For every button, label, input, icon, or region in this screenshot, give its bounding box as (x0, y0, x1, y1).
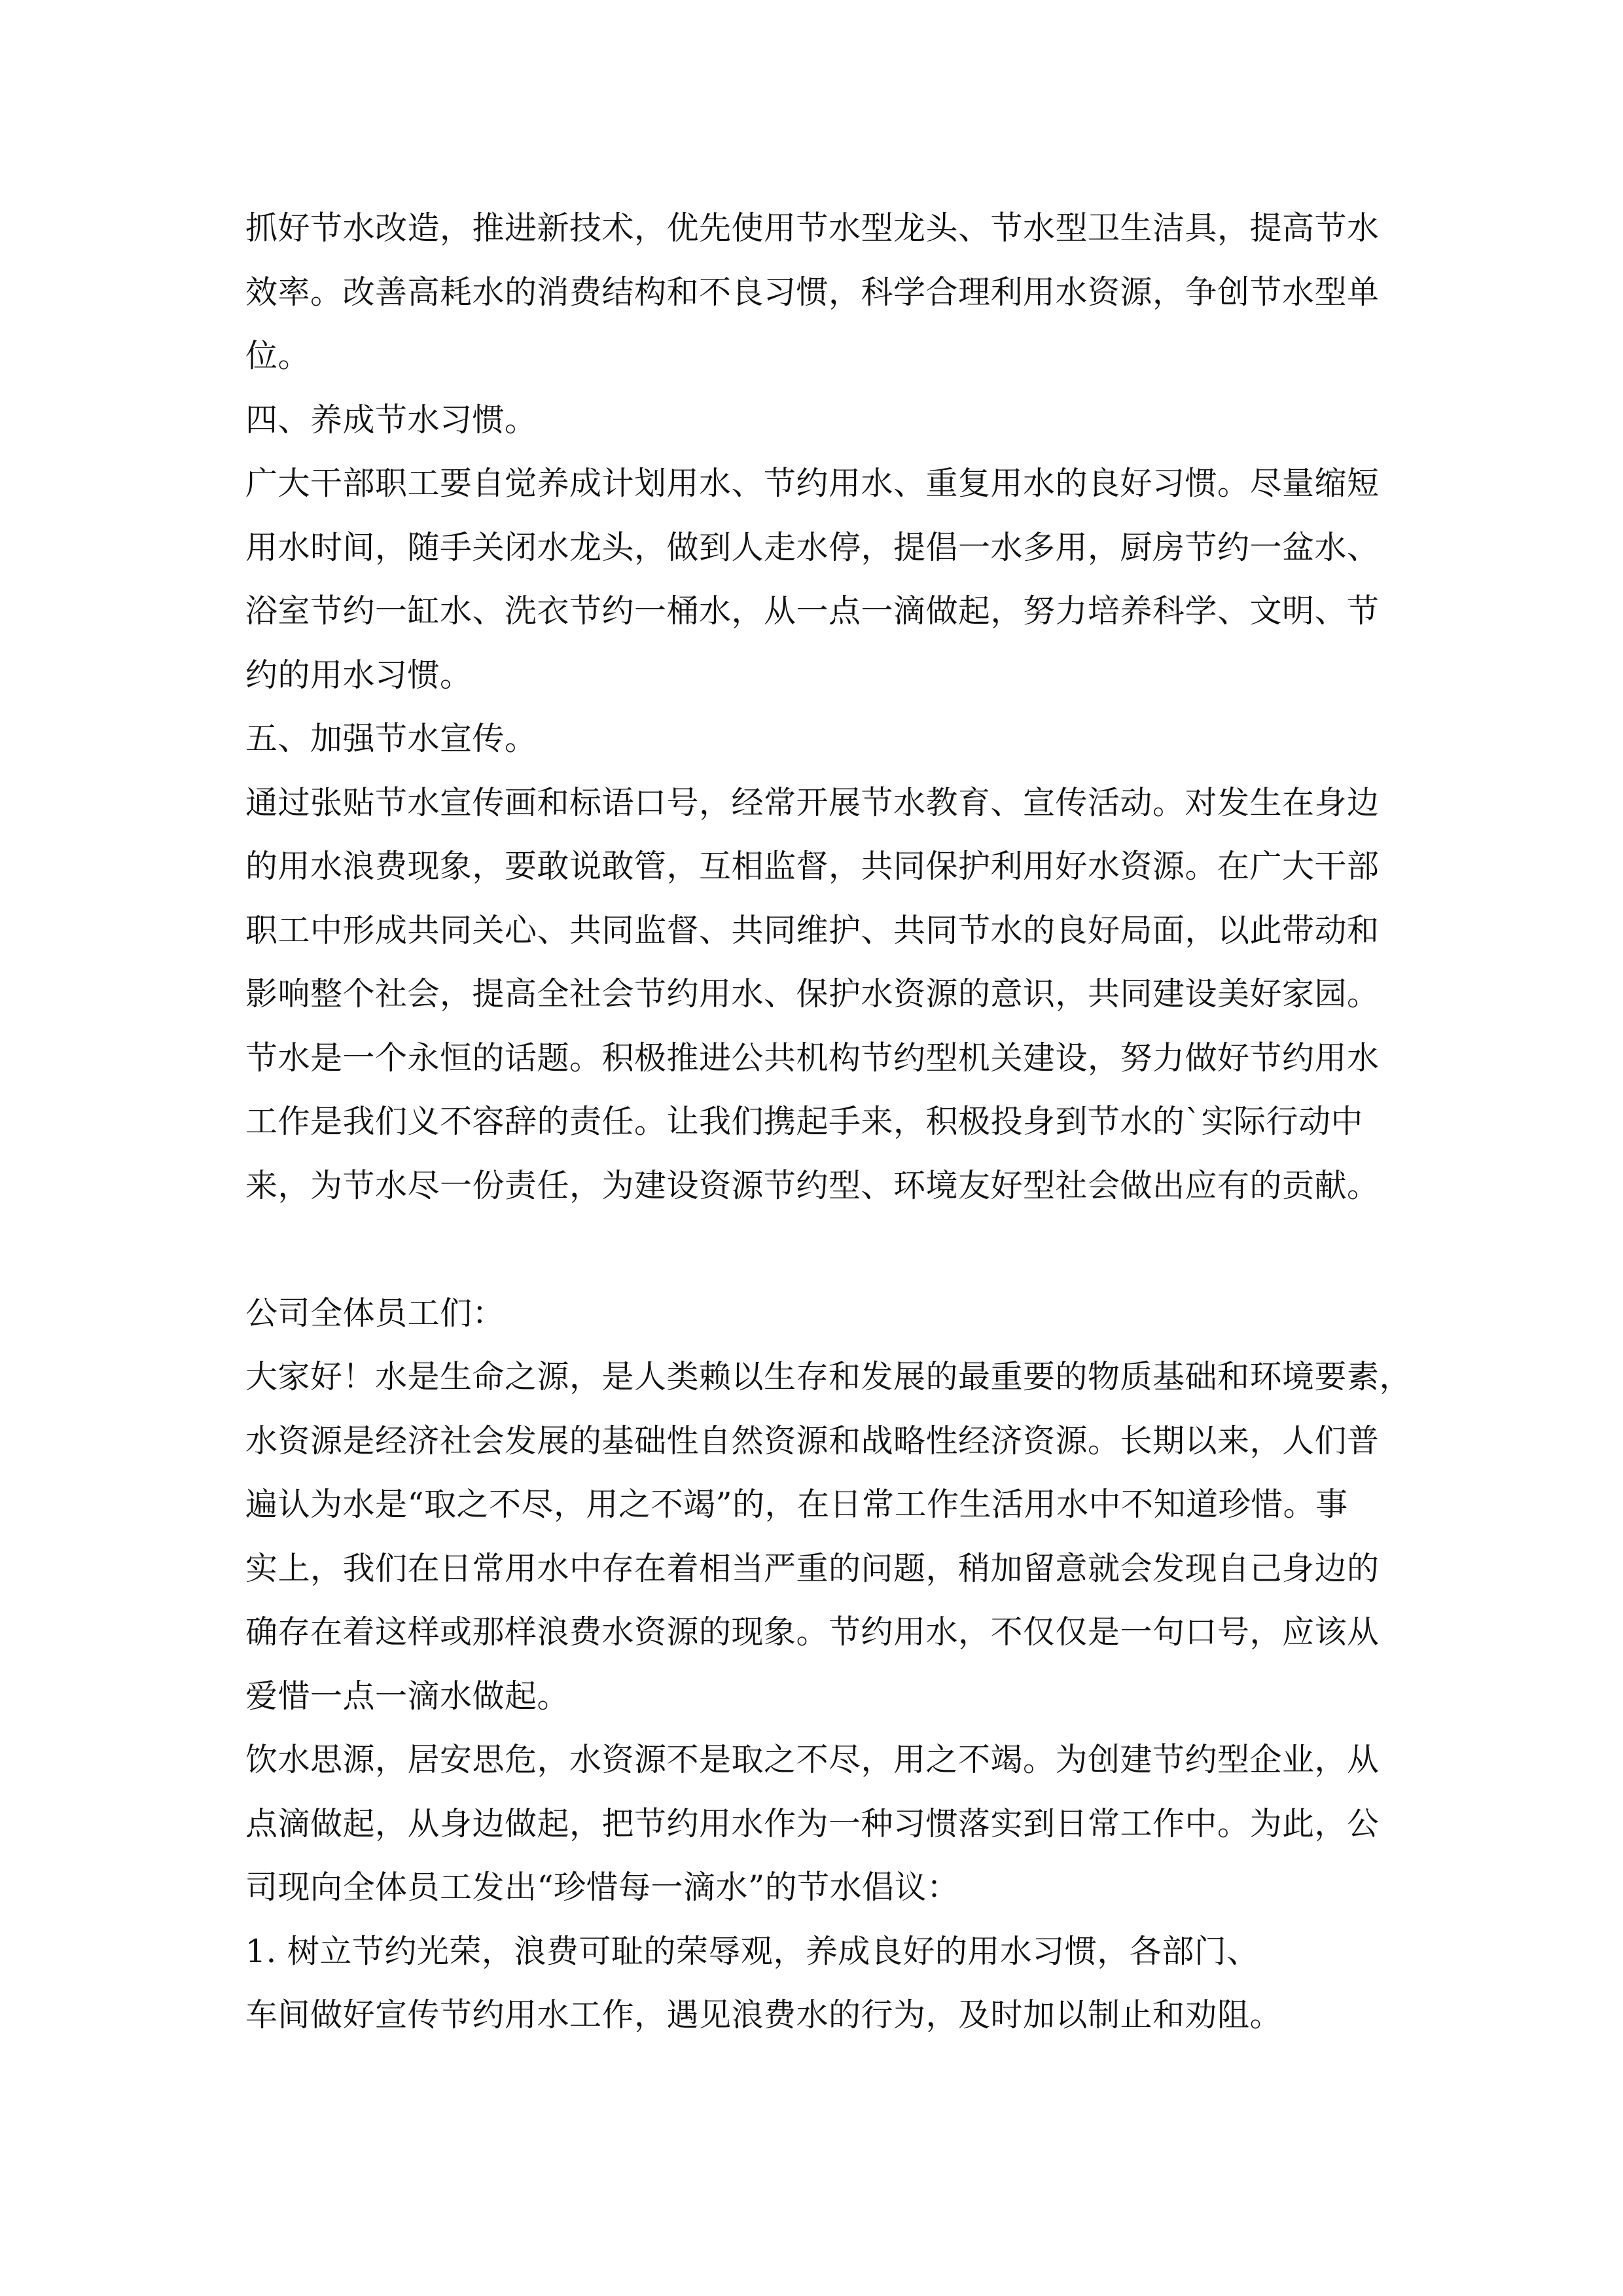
text-line: 浴室节约一缸水、洗衣节约一桶水，从一点一滴做起，努力培养科学、文明、节 (245, 592, 1380, 630)
salutation: 公司全体员工们： (245, 1294, 505, 1332)
text-line: 大家好！水是生命之源，是人类赖以生存和发展的最重要的物质基础和环境要素， (245, 1358, 1412, 1395)
section-heading-5: 五、加强节水宣传。 (245, 720, 537, 757)
text-line: 广大干部职工要自觉养成计划用水、节约用水、重复用水的良好习惯。尽量缩短 (245, 465, 1380, 502)
text-line: 遍认为水是“取之不尽，用之不竭”的，在日常工作生活用水中不知道珍惜。事 (245, 1486, 1348, 1523)
text-line: 点滴做起，从身边做起，把节约用水作为一种习惯落实到日常工作中。为此，公 (245, 1804, 1380, 1842)
text-line: 实上，我们在日常用水中存在着相当严重的问题，稍加留意就会发现自己身边的 (245, 1549, 1380, 1587)
section-heading-4: 四、养成节水习惯。 (245, 401, 537, 439)
text-line: 来，为节水尽一份责任，为建设资源节约型、环境友好型社会做出应有的贡献。 (245, 1166, 1380, 1204)
text-line: 职工中形成共同关心、共同监督、共同维护、共同节水的良好局面，以此带动和 (245, 911, 1380, 949)
text-line: 约的用水习惯。 (245, 656, 473, 694)
text-line: 效率。改善高耗水的消费结构和不良习惯，科学合理利用水资源，争创节水型单 (245, 273, 1380, 311)
paragraph-gap (245, 1217, 1374, 1282)
text-line: 用水时间，随手关闭水龙头，做到人走水停，提倡一水多用，厨房节约一盆水、 (245, 528, 1380, 566)
text-line: 的用水浪费现象，要敢说敢管，互相监督，共同保护利用好水资源。在广大干部 (245, 848, 1380, 885)
text-line: 通过张贴节水宣传画和标语口号，经常开展节水教育、宣传活动。对发生在身边 (245, 783, 1380, 821)
text-line: 司现向全体员工发出“珍惜每一滴水”的节水倡议： (245, 1869, 959, 1906)
text-line: 确存在着这样或那样浪费水资源的现象。节约用水，不仅仅是一句口号，应该从 (245, 1613, 1380, 1651)
text-line: 车间做好宣传节约用水工作，遇见浪费水的行为，及时加以制止和劝阻。 (245, 1996, 1283, 2034)
text-line: 抓好节水改造，推进新技术，优先使用节水型龙头、节水型卫生洁具，提高节水 (245, 209, 1380, 247)
list-item-1: 1. 树立节约光荣，浪费可耻的荣辱观，养成良好的用水习惯，各部门、 (245, 1932, 1259, 1970)
text-line: 水资源是经济社会发展的基础性自然资源和战略性经济资源。长期以来，人们普 (245, 1422, 1380, 1460)
text-line: 爱惜一点一滴水做起。 (245, 1677, 570, 1715)
text-line: 饮水思源，居安思危，水资源不是取之不尽，用之不竭。为创建节约型企业，从 (245, 1741, 1380, 1778)
body-text (245, 196, 1412, 2047)
text-line: 影响整个社会，提高全社会节约用水、保护水资源的意识，共同建设美好家园。 (245, 975, 1380, 1013)
text-line: 位。 (245, 337, 311, 374)
text-line: 工作是我们义不容辞的责任。让我们携起手来，积极投身到节水的`实际行动中 (245, 1103, 1364, 1140)
text-line: 节水是一个永恒的话题。积极推进公共机构节约型机关建设，努力做好节约用水 (245, 1039, 1380, 1077)
